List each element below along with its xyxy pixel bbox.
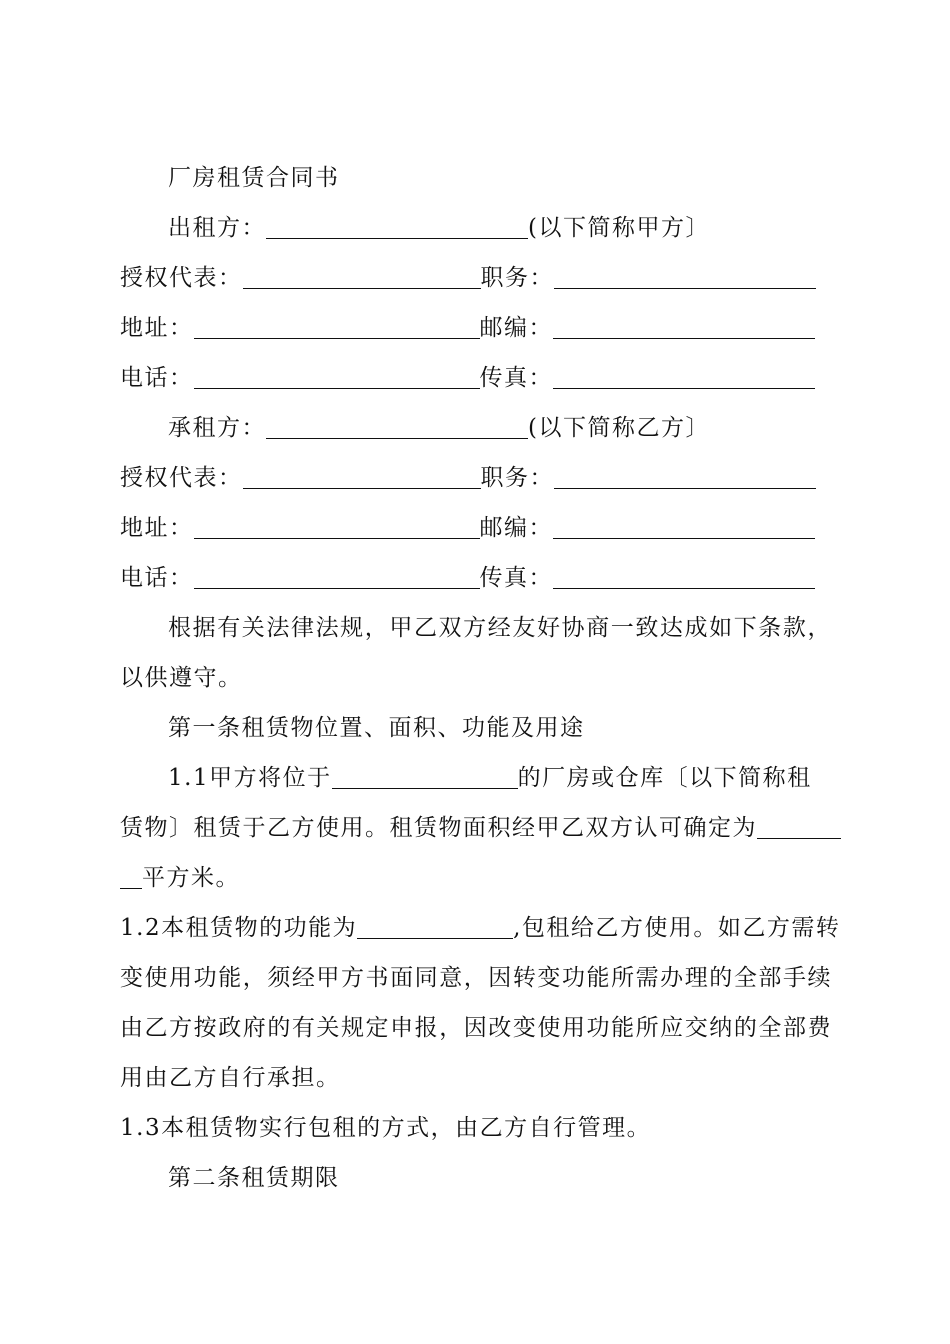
clause-1-1-text-c: 赁物〕租赁于乙方使用。租赁物面积经甲乙双方认可确定为 (120, 815, 757, 841)
fax-label: 传真： (479, 565, 553, 591)
lessor-row (168, 213, 880, 243)
party-a-address-row (120, 313, 832, 343)
phone-label: 电话： (120, 365, 194, 391)
party-a-phone-row (120, 363, 832, 393)
position-label: 职务： (480, 265, 554, 291)
area-blank[interactable] (757, 816, 841, 839)
phone-label: 电话： (120, 565, 194, 591)
lessor-label: 出租方： (168, 215, 266, 241)
clause-1-2-line-1 (120, 913, 841, 943)
lessor-blank[interactable] (266, 216, 528, 239)
fax-blank[interactable] (553, 566, 815, 589)
clause-1-1-line-3 (120, 863, 832, 893)
address-label: 地址： (120, 515, 194, 541)
clause-1-1-line-2 (120, 813, 832, 843)
clause-1-1-text-b: 的厂房或仓库〔以下简称租 (517, 765, 812, 791)
fax-blank[interactable] (553, 366, 815, 389)
clause-1-2-text-b: ,包租给乙方使用。如乙方需转 (513, 915, 841, 941)
clause-1-2-line-4: 用由乙方自行承担。 (120, 1065, 341, 1091)
rep-blank[interactable] (243, 266, 481, 289)
address-label: 地址： (120, 315, 194, 341)
lessee-suffix: (以下简称乙方〕 (528, 415, 710, 441)
position-blank[interactable] (554, 466, 816, 489)
lessor-suffix: (以下简称甲方〕 (528, 215, 710, 241)
party-b-address-row (120, 513, 832, 543)
preamble-line-2: 以供遵守。 (120, 665, 243, 691)
party-a-rep-row (120, 263, 832, 293)
clause-1-1-text-a: 1.1甲方将位于 (168, 765, 332, 791)
clause-1-2-line-3: 由乙方按政府的有关规定申报，因改变使用功能所应交纳的全部费 (120, 1015, 832, 1041)
article-1-title: 第一条租赁物位置、面积、功能及用途 (168, 715, 585, 741)
party-b-rep-row (120, 463, 832, 493)
clause-1-2-line-2: 变使用功能，须经甲方书面同意，因转变功能所需办理的全部手续 (120, 965, 832, 991)
function-blank[interactable] (357, 916, 513, 939)
address-blank[interactable] (194, 516, 480, 539)
fax-label: 传真： (479, 365, 553, 391)
article-2-title: 第二条租赁期限 (168, 1165, 340, 1191)
phone-blank[interactable] (194, 366, 480, 389)
postcode-label: 邮编： (479, 515, 553, 541)
address-blank[interactable] (194, 316, 480, 339)
rep-blank[interactable] (243, 466, 481, 489)
preamble-line-1: 根据有关法律法规，甲乙双方经友好协商一致达成如下条款， (168, 615, 832, 641)
party-b-phone-row (120, 563, 832, 593)
lessee-row (168, 413, 880, 443)
position-blank[interactable] (554, 266, 816, 289)
document-title: 厂房租赁合同书 (168, 165, 340, 191)
location-blank[interactable] (332, 766, 518, 789)
clause-1-1-text-d: 平方米。 (142, 865, 240, 891)
area-blank-continued[interactable] (120, 866, 142, 889)
clause-1-2-text-a: 1.2本租赁物的功能为 (120, 915, 358, 941)
rep-label: 授权代表： (120, 465, 243, 491)
postcode-blank[interactable] (553, 316, 815, 339)
lessee-blank[interactable] (266, 416, 528, 439)
clause-1-1-line-1 (168, 763, 880, 793)
phone-blank[interactable] (194, 566, 480, 589)
postcode-label: 邮编： (479, 315, 553, 341)
rep-label: 授权代表： (120, 265, 243, 291)
clause-1-3: 1.3本租赁物实行包租的方式，由乙方自行管理。 (120, 1115, 652, 1141)
postcode-blank[interactable] (553, 516, 815, 539)
lessee-label: 承租方： (168, 415, 266, 441)
position-label: 职务： (480, 465, 554, 491)
